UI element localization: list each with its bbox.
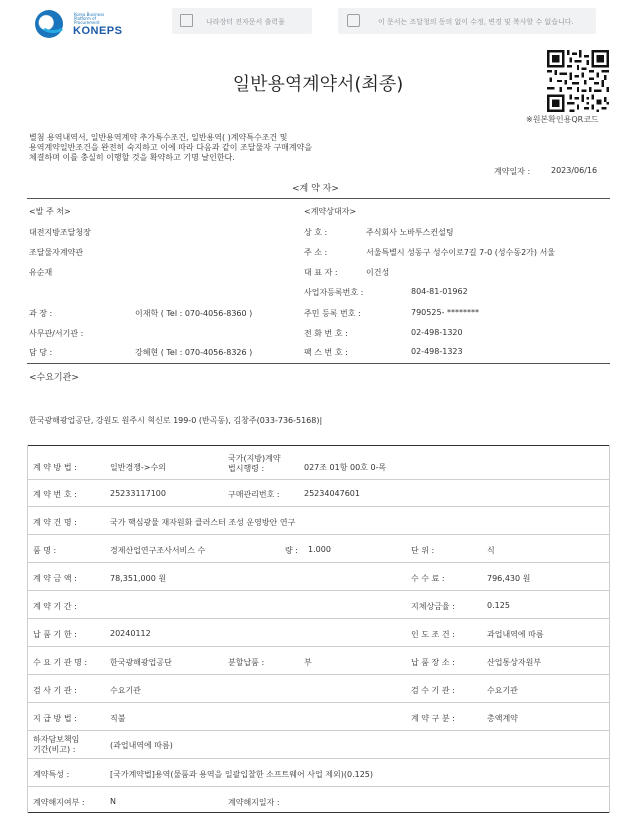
qr-caption: ※원본확인용QR코드 [526, 115, 599, 124]
row-divider [28, 758, 609, 759]
contract-feature-label: 계약특성 : [33, 770, 70, 779]
delivery-deadline-label: 납 품 기 한 : [33, 630, 77, 639]
row-divider [28, 786, 609, 787]
accept-org-value: 수요기관 [487, 686, 518, 695]
orderer-name: 유순재 [29, 268, 53, 277]
contractor-bizno-value: 804-81-01962 [411, 287, 468, 296]
split-delivery-label: 분할납품 : [228, 658, 265, 667]
cancel-date-label: 계약해지일자 : [228, 798, 280, 807]
intro-line-1: 별첨 용역내역서, 일반용역계약 추가특수조건, 일반용역( )계약특수조건 및 [29, 133, 288, 142]
contractor-fax-label: 팩 스 번 호 : [304, 348, 348, 357]
logo-swoosh-icon [40, 17, 66, 33]
method-label: 계 약 방 법 : [33, 463, 77, 472]
banner-notice-1: 나라장터 전자문서 출력물 [206, 18, 285, 26]
contract-type-value: 총액계약 [487, 714, 518, 723]
defect-period-label-2: 기간(비고) : [33, 745, 76, 754]
row-divider [28, 702, 609, 703]
handover-value: 과업내역에 따름 [487, 630, 544, 639]
cancel-flag-value: N [110, 797, 116, 806]
cancel-flag-label: 계약해지여부 : [33, 798, 85, 807]
item-label: 품 명 : [33, 546, 57, 555]
demand-org-label: 수 요 기 관 명 : [33, 658, 88, 667]
contractor-phone-label: 전 화 번 호 : [304, 329, 348, 338]
orderer-dept: 조달물자계약관 [29, 248, 84, 257]
inspect-org-value: 수요기관 [110, 686, 141, 695]
contract-name-value: 국가 핵심광물 재자원화 클러스터 조성 운영방안 연구 [110, 518, 296, 527]
row-divider [28, 534, 609, 535]
intro-line-3: 체결하며 이를 충실히 이행할 것을 확약하고 기명 날인한다. [29, 153, 235, 162]
orderer-officer-label: 사무관/서기관 : [29, 329, 84, 338]
defect-period-value: (과업내역에 따름) [110, 741, 173, 750]
logo-wordmark: KONEPS [73, 25, 123, 37]
amount-label: 계 약 금 액 : [33, 574, 77, 583]
accept-org-label: 검 수 기 관 : [411, 686, 455, 695]
contractor-rrn-label: 주민 등록 번호 : [304, 309, 361, 318]
row-divider [28, 730, 609, 731]
contractor-bizno-label: 사업자등록번호 : [304, 288, 364, 297]
page-title: 일반용역계약서(최종) [232, 74, 404, 95]
delay-rate-label: 지체상금율 : [411, 602, 455, 611]
period-label: 계 약 기 간 : [33, 602, 77, 611]
contract-date-value: 2023/06/16 [551, 166, 598, 175]
row-divider [28, 590, 609, 591]
row-divider [28, 674, 609, 675]
intro-line-2: 용역계약일반조건을 완전히 숙지하고 이에 따라 다음과 같이 조달물자 구매계약을 [29, 143, 313, 152]
fee-label: 수 수 료 : [411, 574, 445, 583]
payment-label: 지 급 방 법 : [33, 714, 77, 723]
row-divider [28, 618, 609, 619]
contractor-fax-value: 02-498-1323 [411, 347, 463, 356]
law-value: 027조 01항 00호 0-목 [304, 463, 387, 472]
delivery-place-label: 납 품 장 소 : [411, 658, 455, 667]
purchase-no-value: 25234047601 [304, 489, 360, 498]
monitor-icon [347, 14, 360, 27]
fee-value: 796,430 원 [487, 574, 531, 583]
contractor-phone-value: 02-498-1320 [411, 328, 463, 337]
contractor-address-value: 서울특별시 성동구 성수이로7길 7-0 (성수동2가) 서울 [366, 248, 556, 257]
qty-label: 량 : [285, 546, 298, 555]
orderer-staff-value: 강혜현 ( Tel : 070-4056-8326 ) [135, 348, 253, 357]
divider [27, 363, 610, 364]
item-value: 경제산업연구조사서비스 수 [110, 546, 206, 555]
row-divider [28, 646, 609, 647]
inspect-org-label: 검 사 기 관 : [33, 686, 77, 695]
contractor-address-label: 주 소 : [304, 248, 328, 257]
method-value: 일반경쟁->수의 [110, 463, 166, 472]
qty-value: 1.000 [308, 545, 331, 554]
row-divider [28, 506, 609, 507]
row-divider [28, 562, 609, 563]
contract-no-label: 계 약 번 호 : [33, 490, 77, 499]
contract-date-label: 계약일자 : [494, 167, 531, 176]
purchase-no-label: 구매관리번호 : [228, 490, 280, 499]
contract-no-value: 25233117100 [110, 489, 166, 498]
contractor-ceo-label: 대 표 자 : [304, 268, 338, 277]
contractor-company-value: 주식회사 노바투스컨설팅 [366, 228, 454, 237]
contract-feature-value: [국가계약법]용역(물품과 용역을 일괄입찰한 소프트웨어 사업 제외)(0.125) [110, 770, 373, 779]
contractor-company-label: 상 호 : [304, 228, 328, 237]
orderer-heading: <발 주 처> [29, 207, 71, 216]
orderer-manager-value: 이재학 ( Tel : 070-4056-8360 ) [135, 309, 253, 318]
demand-org-value: 한국광해광업공단 [110, 658, 172, 667]
demand-heading: <수요기관> [29, 373, 79, 383]
divider [27, 198, 610, 199]
contractor-rrn-value: 790525- ******** [411, 308, 479, 317]
amount-value: 78,351,000 원 [110, 574, 167, 583]
document-banner [0, 0, 636, 42]
handover-label: 인 도 조 건 : [411, 630, 455, 639]
orderer-manager-label: 과 장 : [29, 309, 53, 318]
contract-type-label: 계 약 구 분 : [411, 714, 455, 723]
orderer-org: 대전지방조달청장 [29, 228, 91, 237]
delivery-place-value: 산업통상자원부 [487, 658, 542, 667]
split-delivery-value: 부 [304, 658, 312, 667]
banner-notice-2: 이 문서는 조달청의 동의 없이 수정, 변경 및 복사할 수 없습니다. [378, 18, 574, 26]
defect-period-label-1: 하자담보책임 [33, 735, 80, 744]
contract-name-label: 계 약 건 명 : [33, 518, 77, 527]
logo-tagline: Korea Business Platform of Procurement [74, 12, 105, 25]
table-bottom-border [27, 812, 610, 813]
delivery-deadline-value: 20240112 [110, 629, 151, 638]
contractor-heading: <계약상대자> [304, 207, 357, 216]
row-divider [28, 479, 609, 480]
payment-value: 직불 [110, 714, 126, 723]
delay-rate-value: 0.125 [487, 601, 510, 610]
contractor-ceo-value: 이건성 [366, 268, 390, 277]
law-label-2: 법시행령 : [228, 464, 265, 473]
table-right-border [609, 445, 610, 813]
orderer-staff-label: 담 당 : [29, 348, 53, 357]
unit-label: 단 위 : [411, 546, 435, 555]
table-top-border [27, 445, 610, 446]
law-label-1: 국가(지방)계약 [228, 454, 281, 463]
document-print-icon [180, 14, 193, 27]
parties-heading: <계 약 자> [292, 184, 339, 194]
demand-text: 한국광해광업공단, 강원도 원주시 혁신로 199-0 (반곡동), 김창주(033-736-5168)| [29, 416, 323, 425]
unit-value: 식 [487, 546, 495, 555]
